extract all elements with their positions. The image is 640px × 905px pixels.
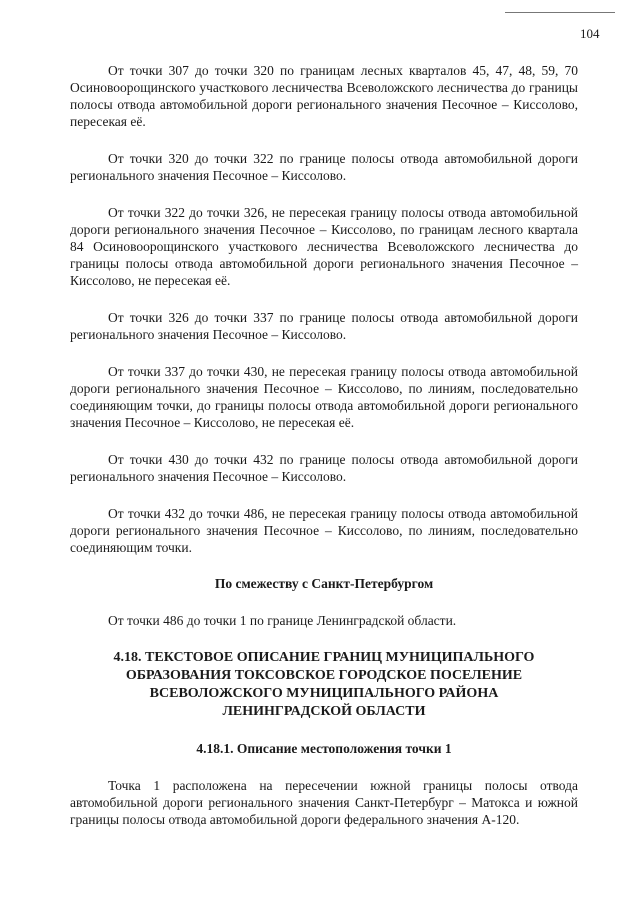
page-number: 104 <box>580 26 600 41</box>
paragraph-6: От точки 430 до точки 432 по границе полосы отвода автомобильной дороги регионального значения Песочное – Киссолово. <box>70 452 578 484</box>
subsection-heading: 4.18.1. Описание местоположения точки 1 <box>196 741 452 756</box>
section-heading <box>70 649 578 721</box>
paragraph-2: От точки 320 до точки 322 по границе полосы отвода автомобильной дороги регионального значения Песочное – Киссолово. <box>70 151 578 183</box>
section-heading-line-2: ОБРАЗОВАНИЯ ТОКСОВСКОЕ ГОРОДСКОЕ ПОСЕЛЕНИЕ <box>125 668 523 683</box>
paragraph-point-1: Точка 1 расположена на пересечении южной границы полосы отвода автомобильной дороги регионального значения Санкт-Петербург – Матокса и южной границы полосы отвода автомобильной дороги федерального значения А-120. <box>70 778 578 827</box>
section-heading-line-4: ЛЕНИНГРАДСКОЙ ОБЛАСТИ <box>222 704 426 719</box>
page-content <box>70 62 578 848</box>
section-heading-line-3: ВСЕВОЛОЖСКОГО МУНИЦИПАЛЬНОГО РАЙОНА <box>149 686 499 701</box>
paragraph-adjacency: От точки 486 до точки 1 по границе Ленинградской области. <box>108 613 457 628</box>
paragraph-5: От точки 337 до точки 430, не пересекая границу полосы отвода автомобильной дороги регионального значения Песочное – Киссолово, по линиям, последовательно соединяющим точки, до границы полосы отвода автомобильной дороги регионального значения Песочное – Киссолово, не пересекая её. <box>70 364 578 430</box>
subheading-adjacency: По смежеству с Санкт-Петербургом <box>214 576 434 591</box>
header-rule <box>505 12 615 13</box>
paragraph-1: От точки 307 до точки 320 по границам лесных кварталов 45, 47, 48, 59, 70 Осиновоорощинского участкового лесничества Всеволожского лесничества до границы полосы отвода автомобильной дороги регионального значения Песочное – Киссолово, пересекая её. <box>70 63 578 129</box>
paragraph-4: От точки 326 до точки 337 по границе полосы отвода автомобильной дороги регионального значения Песочное – Киссолово. <box>70 310 578 342</box>
paragraph-3: От точки 322 до точки 326, не пересекая границу полосы отвода автомобильной дороги регионального значения Песочное – Киссолово, по границам лесного квартала 84 Осиновоорощинского участкового лесничества Всеволожского лесничества до границы полосы отвода автомобильной дороги регионального значения Песочное – Киссолово, не пересекая её. <box>70 205 578 288</box>
paragraph-7: От точки 432 до точки 486, не пересекая границу полосы отвода автомобильной дороги регионального значения Песочное – Киссолово, по линиям, последовательно соединяющим точки. <box>70 506 578 555</box>
section-heading-line-1: 4.18. ТЕКСТОВОЕ ОПИСАНИЕ ГРАНИЦ МУНИЦИПАЛЬНОГО <box>113 650 535 665</box>
